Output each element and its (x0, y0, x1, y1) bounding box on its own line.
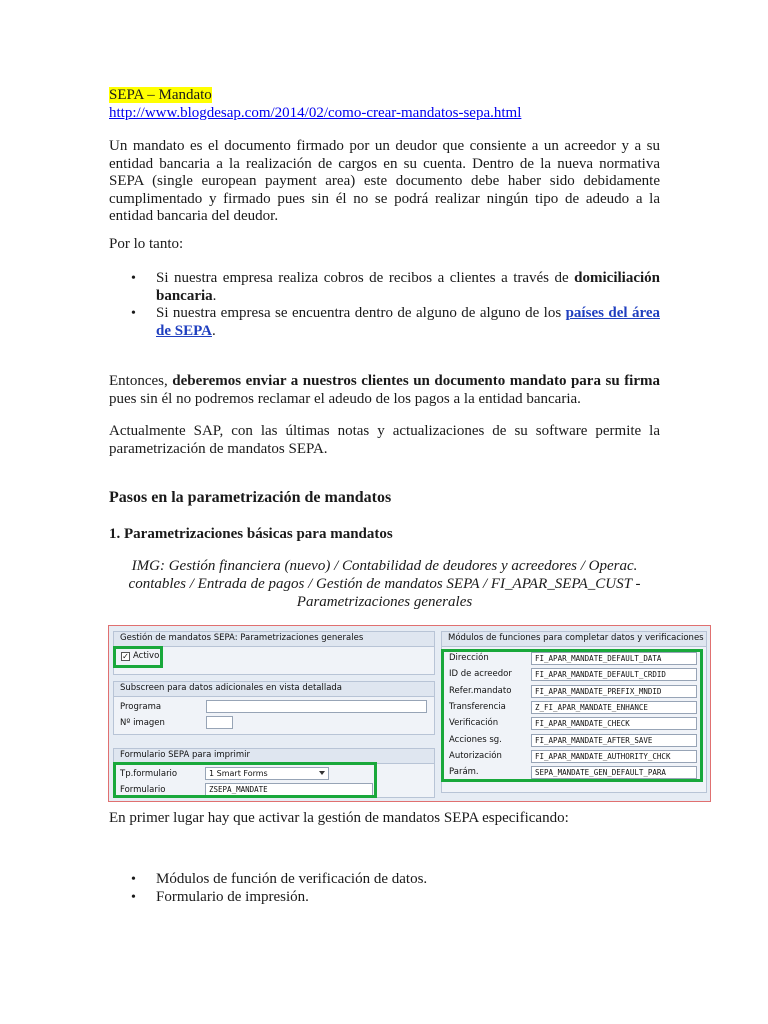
intro-paragraph: Un mandato es el documento firmado por un deudor que consiente a un acreedor y a su entidad bancaria a la realización de cargos en su cuenta. Dentro de la nueva normativa SEPA (single european payment area) este documento debe haber sido debidamente cumplimentado y firmado pues sin él no se podrá realizar ningún tipo de adeudo a la entidad bancaria del deudor. (109, 138, 660, 224)
num-imagen-label: Nº imagen (120, 718, 165, 728)
bullet-list-2 (109, 871, 660, 906)
module-field[interactable]: FI_APAR_MANDATE_AFTER_SAVE (531, 734, 697, 747)
highlight-activo (113, 646, 163, 668)
programa-field[interactable] (206, 700, 427, 713)
tp-formulario-select[interactable]: 1 Smart Forms (205, 767, 329, 780)
heading-basicas: 1. Parametrizaciones básicas para mandatos (109, 526, 393, 542)
module-label: Autorización (449, 750, 502, 761)
list-item: • Formulario de impresión. (109, 889, 660, 907)
group-form-title: Formulario SEPA para imprimir (114, 749, 434, 764)
list-item: • Si nuestra empresa realiza cobros de recibos a clientes a través de domiciliación bancaria. (109, 270, 660, 305)
programa-label: Programa (120, 702, 162, 712)
module-field[interactable]: SEPA_MANDATE_GEN_DEFAULT_PARA (531, 766, 697, 779)
formulario-label: Formulario (120, 785, 166, 795)
highlight-modules (441, 649, 703, 782)
source-link[interactable]: http://www.blogdesap.com/2014/02/como-crear-mandatos-sepa.html (109, 104, 522, 121)
bullet-list-1 (109, 270, 660, 340)
group-subscreen (113, 681, 435, 735)
module-label: Verificación (449, 718, 499, 729)
group-general-title: Gestión de mandatos SEPA: Parametrizaciones generales (114, 632, 434, 647)
module-label: ID de acreedor (449, 669, 512, 680)
list-item: • Si nuestra empresa se encuentra dentro de alguno de alguno de los países del área de SEPA. (109, 305, 660, 340)
doc-header (109, 87, 660, 122)
num-imagen-field[interactable] (206, 716, 233, 729)
list-item: • Módulos de función de verificación de datos. (109, 871, 660, 889)
module-label: Dirección (449, 653, 489, 663)
group-modules-title: Módulos de funciones para completar datos y verificaciones (442, 632, 706, 647)
module-label: Refer.mandato (449, 685, 512, 696)
actualmente-paragraph: Actualmente SAP, con las últimas notas y actualizaciones de su software permite la parametrización de mandatos SEPA. (109, 423, 660, 457)
formulario-field[interactable]: ZSEPA_MANDATE (205, 783, 373, 796)
doc-title: SEPA – Mandato (109, 87, 212, 103)
heading-pasos: Pasos en la parametrización de mandatos (109, 489, 392, 506)
activo-label: Activo (133, 651, 160, 661)
sap-settings-screenshot (108, 625, 711, 802)
entonces-paragraph: Entonces, deberemos enviar a nuestros clientes un documento mandato para su firma pues sin él no podremos reclamar el adeudo de los pagos a la entidad bancaria. (109, 373, 661, 407)
module-field[interactable]: FI_APAR_MANDATE_PREFIX_MNDID (531, 685, 697, 698)
module-label: Transferencia (449, 701, 506, 712)
module-label: Parám. (449, 767, 479, 778)
module-field[interactable]: FI_APAR_MANDATE_DEFAULT_CRDID (531, 668, 697, 681)
module-field[interactable]: Z_FI_APAR_MANDATE_ENHANCE (531, 701, 697, 714)
module-field[interactable]: FI_APAR_MANDATE_CHECK (531, 717, 697, 730)
module-label: Acciones sg. (449, 734, 502, 745)
sepa-countries-link[interactable]: países del área de SEPA (156, 305, 660, 339)
module-field[interactable]: FI_APAR_MANDATE_DEFAULT_DATA (531, 652, 697, 665)
primer-lugar: En primer lugar hay que activar la gestión de mandatos SEPA especificando: (109, 810, 569, 826)
por-lo-tanto: Por lo tanto: (109, 236, 184, 252)
group-subscreen-title: Subscreen para datos adicionales en vista detallada (114, 682, 434, 697)
highlight-form (113, 762, 377, 798)
module-field[interactable]: FI_APAR_MANDATE_AUTHORITY_CHCK (531, 750, 697, 763)
img-path: IMG: Gestión financiera (nuevo) / Contabilidad de deudores y acreedores / Operac. contables / Entrada de pagos / Gestión de mandatos SEPA / FI_APAR_SEPA_CUST - Parametrizaciones generales (128, 558, 641, 610)
tp-formulario-label: Tp.formulario (120, 769, 178, 779)
activo-checkbox[interactable]: ✓ (122, 652, 129, 661)
